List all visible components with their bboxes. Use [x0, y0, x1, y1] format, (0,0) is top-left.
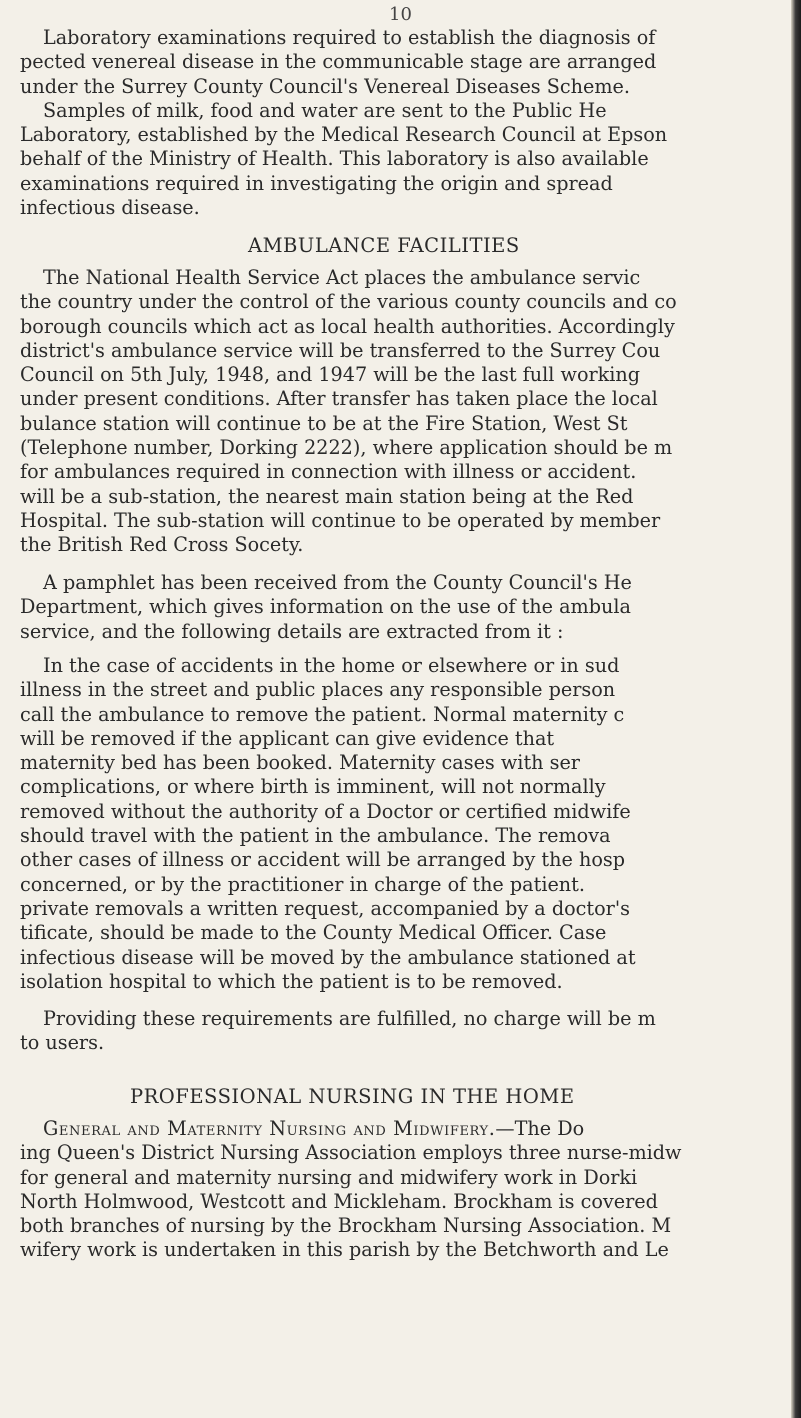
- text-line: Providing these requirements are fulfilled, no charge will be m: [43, 1007, 656, 1030]
- text-line: the British Red Cross Socety.: [20, 533, 304, 557]
- text-line: bulance station will continue to be at the Fire Station, West St: [20, 411, 628, 435]
- text-line: Laboratory, established by the Medical Research Council at Epson: [20, 123, 668, 147]
- text-line: In the case of accidents in the home or elsewhere or in sud: [43, 654, 620, 677]
- text-line: under present conditions. After transfer has taken place the local: [20, 387, 658, 411]
- text-line: behalf of the Ministry of Health. This laboratory is also available: [20, 147, 649, 171]
- paragraph-pamphlet: [20, 571, 792, 644]
- paragraph-nursing: [20, 1117, 792, 1263]
- text-line: Samples of milk, food and water are sent to the Public He: [43, 98, 607, 122]
- text-line: Council on 5th July, 1948, and 1947 will be the last full working: [20, 363, 641, 387]
- text-line: A pamphlet has been received from the County Council's He: [43, 571, 632, 594]
- text-line: illness in the street and public places any responsible person: [20, 678, 616, 702]
- book-gutter-shadow: [791, 0, 801, 1418]
- text-line: Department, which gives information on the use of the ambula: [20, 595, 631, 619]
- text-line: for ambulances required in connection with illness or accident.: [20, 460, 637, 484]
- text-line: The National Health Service Act places the ambulance servic: [43, 266, 641, 289]
- text-line: wifery work is undertaken in this parish by the Betchworth and Le: [20, 1238, 669, 1262]
- text-line: [20, 1117, 792, 1141]
- text-line: the country under the control of the various county councils and co: [20, 290, 677, 314]
- text-line: infectious disease will be moved by the ambulance stationed at: [20, 945, 636, 969]
- text-line: will be removed if the applicant can give evidence that: [20, 726, 555, 750]
- run-in-heading: General and Maternity Nursing and Midwifery.: [43, 1117, 496, 1140]
- text-line: district's ambulance service will be transferred to the Surrey Cou: [20, 338, 661, 362]
- section-heading-nursing: PROFESSIONAL NURSING IN THE HOME: [130, 1085, 575, 1108]
- text-line: pected venereal disease in the communicable stage are arranged: [20, 50, 657, 74]
- text-line: infectious disease.: [20, 196, 200, 220]
- text-line: private removals a written request, accompanied by a doctor's: [20, 896, 630, 920]
- text-line: will be a sub-station, the nearest main station being at the Red: [20, 484, 634, 508]
- text-line: service, and the following details are extracted from it :: [20, 619, 564, 643]
- text-line: removed without the authority of a Doctor or certified midwife: [20, 799, 631, 823]
- text-line: for general and maternity nursing and midwifery work in Dorki: [20, 1165, 638, 1189]
- paragraph-ambulance: [20, 266, 792, 558]
- text-line: isolation hospital to which the patient is to be removed.: [20, 969, 563, 993]
- text-line: tificate, should be made to the County Medical Officer. Case: [20, 921, 607, 945]
- section-heading-ambulance: AMBULANCE FACILITIES: [248, 234, 520, 257]
- text-line: borough councils which act as local health authorities. Accordingly: [20, 314, 675, 338]
- text-line: Laboratory examinations required to establish the diagnosis of: [43, 26, 656, 49]
- text-line: other cases of illness or accident will be arranged by the hosp: [20, 848, 625, 872]
- text-line: examinations required in investigating the origin and spread: [20, 171, 613, 195]
- text-line: ing Queen's District Nursing Association employs three nurse-midw: [20, 1141, 682, 1165]
- text-line: call the ambulance to remove the patient. Normal maternity c: [20, 702, 625, 726]
- text-line: concerned, or by the practitioner in charge of the patient.: [20, 872, 585, 896]
- text-line: under the Surrey County Council's Venereal Diseases Scheme.: [20, 74, 630, 98]
- paragraph-laboratory: [20, 26, 792, 220]
- text-line: to users.: [20, 1031, 105, 1055]
- text-line: maternity bed has been booked. Maternity cases with ser: [20, 751, 580, 775]
- paragraph-providing: [20, 1007, 792, 1056]
- page-number: 10: [389, 4, 412, 25]
- text-fragment: —The Do: [495, 1117, 585, 1140]
- text-line: North Holmwood, Westcott and Mickleham. Brockham is covered: [20, 1189, 658, 1213]
- text-line: Hospital. The sub-station will continue to be operated by member: [20, 508, 661, 532]
- text-line: should travel with the patient in the ambulance. The remova: [20, 824, 611, 848]
- text-line: both branches of nursing by the Brockham Nursing Association. M: [20, 1214, 672, 1238]
- text-line: (Telephone number, Dorking 2222), where application should be m: [20, 436, 673, 460]
- text-line: complications, or where birth is imminent, will not normally: [20, 775, 606, 799]
- paragraph-accidents: [20, 654, 792, 994]
